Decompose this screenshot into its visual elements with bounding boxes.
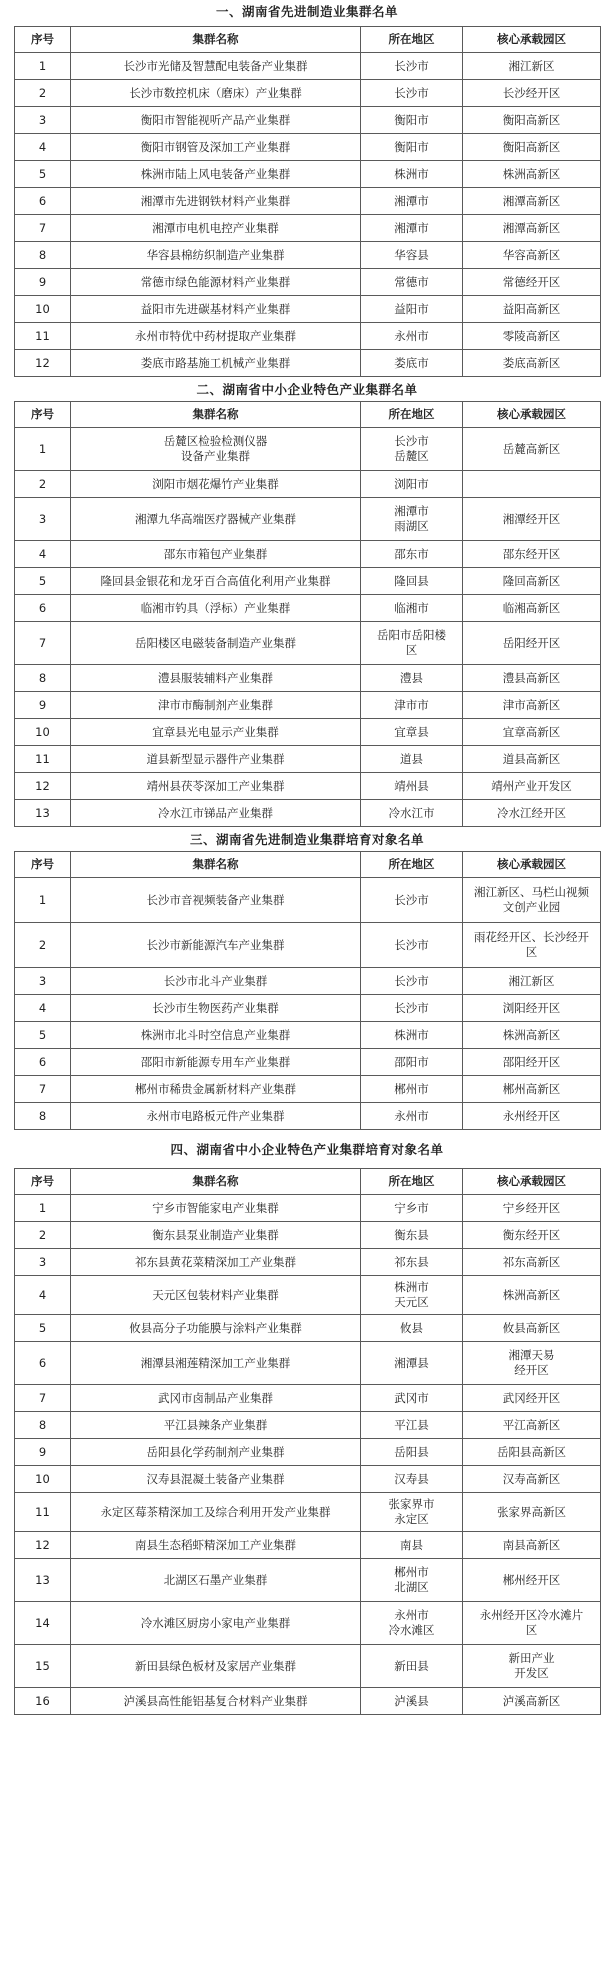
- table-row: [15, 1439, 601, 1466]
- cluster-name: 邵东市箱包产业集群: [71, 541, 361, 568]
- table-row: [15, 1688, 601, 1715]
- row-number: 4: [15, 541, 71, 568]
- cluster-name: 长沙市新能源汽车产业集群: [71, 923, 361, 968]
- row-number: 7: [15, 622, 71, 665]
- row-number: 8: [15, 242, 71, 269]
- row-number: 15: [15, 1645, 71, 1688]
- row-number: 10: [15, 296, 71, 323]
- header-no: 序号: [15, 402, 71, 428]
- park-name: 湘潭天易 经开区: [463, 1342, 601, 1385]
- cluster-name: 岳麓区检验检测仪器 设备产业集群: [71, 428, 361, 471]
- row-number: 1: [15, 53, 71, 80]
- park-name: 平江高新区: [463, 1412, 601, 1439]
- cluster-name: 湘潭九华高端医疗器械产业集群: [71, 498, 361, 541]
- row-number: 2: [15, 923, 71, 968]
- cluster-name: 南县生态稻虾精深加工产业集群: [71, 1532, 361, 1559]
- row-number: 8: [15, 1412, 71, 1439]
- row-number: 9: [15, 269, 71, 296]
- region-name: 衡阳市: [361, 107, 463, 134]
- cluster-name: 冷水滩区厨房小家电产业集群: [71, 1602, 361, 1645]
- region-name: 长沙市: [361, 53, 463, 80]
- header-region: 所在地区: [361, 1169, 463, 1195]
- region-name: 长沙市 岳麓区: [361, 428, 463, 471]
- park-name: 靖州产业开发区: [463, 773, 601, 800]
- section-4-title: 四、湖南省中小企业特色产业集群培育对象名单: [170, 1142, 444, 1157]
- cluster-name: 衡阳市钢管及深加工产业集群: [71, 134, 361, 161]
- document-page: [14, 4, 600, 1715]
- table-header-row: [15, 1169, 601, 1195]
- row-number: 2: [15, 1222, 71, 1249]
- region-name: 平江县: [361, 1412, 463, 1439]
- region-name: 宁乡市: [361, 1195, 463, 1222]
- table-row: [15, 541, 601, 568]
- header-park: 核心承载园区: [463, 27, 601, 53]
- park-name: 零陵高新区: [463, 323, 601, 350]
- park-name: 张家界高新区: [463, 1493, 601, 1532]
- cluster-name: 娄底市路基施工机械产业集群: [71, 350, 361, 377]
- header-name: 集群名称: [71, 1169, 361, 1195]
- region-name: 郴州市: [361, 1076, 463, 1103]
- region-name: 新田县: [361, 1645, 463, 1688]
- region-name: 攸县: [361, 1315, 463, 1342]
- park-name: 益阳高新区: [463, 296, 601, 323]
- region-name: 长沙市: [361, 878, 463, 923]
- table-row: [15, 1049, 601, 1076]
- region-name: 道县: [361, 746, 463, 773]
- park-name: 汉寿高新区: [463, 1466, 601, 1493]
- section-2-title: 二、湖南省中小企业特色产业集群名单: [196, 382, 418, 397]
- park-name: 新田产业 开发区: [463, 1645, 601, 1688]
- table-row: [15, 1559, 601, 1602]
- table-row: [15, 471, 601, 498]
- row-number: 1: [15, 878, 71, 923]
- section-2: [14, 377, 600, 827]
- section-4: [14, 1130, 600, 1715]
- row-number: 7: [15, 1076, 71, 1103]
- region-name: 湘潭市 雨湖区: [361, 498, 463, 541]
- row-number: 6: [15, 1049, 71, 1076]
- table-row: [15, 161, 601, 188]
- region-name: 湘潭市: [361, 188, 463, 215]
- table-row: [15, 350, 601, 377]
- table-row: [15, 746, 601, 773]
- table-row: [15, 1532, 601, 1559]
- table-row: [15, 323, 601, 350]
- header-no: 序号: [15, 1169, 71, 1195]
- table-row: [15, 923, 601, 968]
- region-name: 津市市: [361, 692, 463, 719]
- table-header-row: [15, 402, 601, 428]
- park-name: 湘江新区: [463, 968, 601, 995]
- cluster-name: 靖州县茯苓深加工产业集群: [71, 773, 361, 800]
- cluster-name: 隆回县金银花和龙牙百合高值化利用产业集群: [71, 568, 361, 595]
- header-region: 所在地区: [361, 402, 463, 428]
- row-number: 11: [15, 1493, 71, 1532]
- park-name: 岳阳经开区: [463, 622, 601, 665]
- row-number: 13: [15, 800, 71, 827]
- park-name: 武冈经开区: [463, 1385, 601, 1412]
- table-row: [15, 134, 601, 161]
- park-name: 株洲高新区: [463, 161, 601, 188]
- park-name: 郴州经开区: [463, 1559, 601, 1602]
- table-header-row: [15, 27, 601, 53]
- table-row: [15, 1412, 601, 1439]
- table-row: [15, 692, 601, 719]
- row-number: 2: [15, 80, 71, 107]
- header-region: 所在地区: [361, 852, 463, 878]
- row-number: 12: [15, 350, 71, 377]
- row-number: 7: [15, 1385, 71, 1412]
- row-number: 16: [15, 1688, 71, 1715]
- region-name: 武冈市: [361, 1385, 463, 1412]
- table-row: [15, 1315, 601, 1342]
- table-row: [15, 296, 601, 323]
- park-name: 邵阳经开区: [463, 1049, 601, 1076]
- header-park: 核心承载园区: [463, 402, 601, 428]
- cluster-name: 祁东县黄花菜精深加工产业集群: [71, 1249, 361, 1276]
- table-row: [15, 1493, 601, 1532]
- cluster-name: 长沙市生物医药产业集群: [71, 995, 361, 1022]
- table-row: [15, 1249, 601, 1276]
- row-number: 1: [15, 1195, 71, 1222]
- cluster-name: 常德市绿色能源材料产业集群: [71, 269, 361, 296]
- region-name: 隆回县: [361, 568, 463, 595]
- cluster-name: 宜章县光电显示产业集群: [71, 719, 361, 746]
- table-row: [15, 773, 601, 800]
- park-name: 永州经开区: [463, 1103, 601, 1130]
- cluster-name: 衡阳市智能视听产品产业集群: [71, 107, 361, 134]
- region-name: 宜章县: [361, 719, 463, 746]
- table-row: [15, 498, 601, 541]
- park-name: 浏阳经开区: [463, 995, 601, 1022]
- region-name: 临湘市: [361, 595, 463, 622]
- row-number: 2: [15, 471, 71, 498]
- cluster-name: 株洲市北斗时空信息产业集群: [71, 1022, 361, 1049]
- park-name: 株洲高新区: [463, 1022, 601, 1049]
- region-name: 株洲市 天元区: [361, 1276, 463, 1315]
- header-park: 核心承载园区: [463, 852, 601, 878]
- table-row: [15, 995, 601, 1022]
- cluster-name: 衡东县泵业制造产业集群: [71, 1222, 361, 1249]
- row-number: 9: [15, 1439, 71, 1466]
- table-row: [15, 800, 601, 827]
- table-row: [15, 1022, 601, 1049]
- cluster-name: 永定区莓茶精深加工及综合利用开发产业集群: [71, 1493, 361, 1532]
- park-name: 岳麓高新区: [463, 428, 601, 471]
- cluster-name: 临湘市钓具（浮标）产业集群: [71, 595, 361, 622]
- table-row: [15, 269, 601, 296]
- park-name: 南县高新区: [463, 1532, 601, 1559]
- table-row: [15, 1645, 601, 1688]
- region-name: 郴州市 北湖区: [361, 1559, 463, 1602]
- table-row: [15, 53, 601, 80]
- section-3-table: [14, 851, 601, 1130]
- row-number: 12: [15, 773, 71, 800]
- table-row: [15, 1342, 601, 1385]
- region-name: 永州市: [361, 1103, 463, 1130]
- cluster-name: 天元区包装材料产业集群: [71, 1276, 361, 1315]
- table-header-row: [15, 852, 601, 878]
- cluster-name: 邵阳市新能源专用车产业集群: [71, 1049, 361, 1076]
- park-name: 湘潭高新区: [463, 188, 601, 215]
- cluster-name: 郴州市稀贵金属新材料产业集群: [71, 1076, 361, 1103]
- region-name: 南县: [361, 1532, 463, 1559]
- region-name: 株洲市: [361, 1022, 463, 1049]
- park-name: 长沙经开区: [463, 80, 601, 107]
- park-name: 衡阳高新区: [463, 107, 601, 134]
- table-row: [15, 595, 601, 622]
- cluster-name: 宁乡市智能家电产业集群: [71, 1195, 361, 1222]
- row-number: 5: [15, 1315, 71, 1342]
- cluster-name: 湘潭县湘莲精深加工产业集群: [71, 1342, 361, 1385]
- region-name: 湘潭市: [361, 215, 463, 242]
- region-name: 长沙市: [361, 923, 463, 968]
- region-name: 娄底市: [361, 350, 463, 377]
- table-row: [15, 188, 601, 215]
- park-name: 岳阳县高新区: [463, 1439, 601, 1466]
- section-1: [14, 4, 600, 377]
- table-row: [15, 80, 601, 107]
- table-row: [15, 1602, 601, 1645]
- section-3: [14, 827, 600, 1130]
- table-row: [15, 1222, 601, 1249]
- region-name: 常德市: [361, 269, 463, 296]
- row-number: 11: [15, 323, 71, 350]
- table-row: [15, 665, 601, 692]
- park-name: 津市高新区: [463, 692, 601, 719]
- header-name: 集群名称: [71, 402, 361, 428]
- header-no: 序号: [15, 27, 71, 53]
- region-name: 湘潭县: [361, 1342, 463, 1385]
- cluster-name: 岳阳县化学药制剂产业集群: [71, 1439, 361, 1466]
- row-number: 8: [15, 1103, 71, 1130]
- table-row: [15, 622, 601, 665]
- section-3-rows: [15, 878, 601, 1130]
- park-name: 湘江新区、马栏山视频 文创产业园: [463, 878, 601, 923]
- region-name: 永州市: [361, 323, 463, 350]
- region-name: 靖州县: [361, 773, 463, 800]
- region-name: 岳阳县: [361, 1439, 463, 1466]
- region-name: 长沙市: [361, 995, 463, 1022]
- region-name: 益阳市: [361, 296, 463, 323]
- park-name: 湘潭经开区: [463, 498, 601, 541]
- table-row: [15, 242, 601, 269]
- park-name: 攸县高新区: [463, 1315, 601, 1342]
- row-number: 10: [15, 719, 71, 746]
- table-row: [15, 568, 601, 595]
- region-name: 长沙市: [361, 968, 463, 995]
- row-number: 13: [15, 1559, 71, 1602]
- row-number: 9: [15, 692, 71, 719]
- row-number: 3: [15, 498, 71, 541]
- region-name: 永州市 冷水滩区: [361, 1602, 463, 1645]
- cluster-name: 道县新型显示器件产业集群: [71, 746, 361, 773]
- cluster-name: 永州市特优中药材提取产业集群: [71, 323, 361, 350]
- region-name: 华容县: [361, 242, 463, 269]
- park-name: [463, 471, 601, 498]
- table-row: [15, 878, 601, 923]
- region-name: 邵阳市: [361, 1049, 463, 1076]
- header-region: 所在地区: [361, 27, 463, 53]
- park-name: 道县高新区: [463, 746, 601, 773]
- row-number: 1: [15, 428, 71, 471]
- cluster-name: 长沙市光储及智慧配电装备产业集群: [71, 53, 361, 80]
- row-number: 3: [15, 107, 71, 134]
- cluster-name: 株洲市陆上风电装备产业集群: [71, 161, 361, 188]
- row-number: 4: [15, 995, 71, 1022]
- region-name: 冷水江市: [361, 800, 463, 827]
- cluster-name: 新田县绿色板材及家居产业集群: [71, 1645, 361, 1688]
- header-park: 核心承载园区: [463, 1169, 601, 1195]
- section-1-title: 一、湖南省先进制造业集群名单: [215, 4, 398, 19]
- row-number: 6: [15, 1342, 71, 1385]
- park-name: 祁东高新区: [463, 1249, 601, 1276]
- region-name: 澧县: [361, 665, 463, 692]
- park-name: 郴州高新区: [463, 1076, 601, 1103]
- header-name: 集群名称: [71, 852, 361, 878]
- row-number: 7: [15, 215, 71, 242]
- park-name: 雨花经开区、长沙经开 区: [463, 923, 601, 968]
- park-name: 泸溪高新区: [463, 1688, 601, 1715]
- row-number: 10: [15, 1466, 71, 1493]
- park-name: 湘江新区: [463, 53, 601, 80]
- section-1-rows: [15, 53, 601, 377]
- row-number: 11: [15, 746, 71, 773]
- row-number: 4: [15, 1276, 71, 1315]
- cluster-name: 永州市电路板元件产业集群: [71, 1103, 361, 1130]
- region-name: 岳阳市岳阳楼 区: [361, 622, 463, 665]
- park-name: 临湘高新区: [463, 595, 601, 622]
- cluster-name: 湘潭市电机电控产业集群: [71, 215, 361, 242]
- cluster-name: 益阳市先进碳基材料产业集群: [71, 296, 361, 323]
- row-number: 3: [15, 968, 71, 995]
- table-row: [15, 428, 601, 471]
- table-row: [15, 215, 601, 242]
- cluster-name: 湘潭市先进钢铁材料产业集群: [71, 188, 361, 215]
- cluster-name: 华容县棉纺织制造产业集群: [71, 242, 361, 269]
- cluster-name: 武冈市卤制品产业集群: [71, 1385, 361, 1412]
- table-row: [15, 1076, 601, 1103]
- cluster-name: 汉寿县混凝土装备产业集群: [71, 1466, 361, 1493]
- park-name: 宁乡经开区: [463, 1195, 601, 1222]
- park-name: 衡阳高新区: [463, 134, 601, 161]
- park-name: 冷水江经开区: [463, 800, 601, 827]
- section-4-rows: [15, 1195, 601, 1715]
- row-number: 8: [15, 665, 71, 692]
- section-3-title: 三、湖南省先进制造业集群培育对象名单: [189, 832, 424, 847]
- section-1-table: [14, 26, 601, 377]
- region-name: 汉寿县: [361, 1466, 463, 1493]
- table-row: [15, 968, 601, 995]
- region-name: 衡阳市: [361, 134, 463, 161]
- park-name: 邵东经开区: [463, 541, 601, 568]
- cluster-name: 岳阳楼区电磁装备制造产业集群: [71, 622, 361, 665]
- park-name: 隆回高新区: [463, 568, 601, 595]
- table-row: [15, 719, 601, 746]
- park-name: 永州经开区冷水滩片 区: [463, 1602, 601, 1645]
- table-row: [15, 1385, 601, 1412]
- row-number: 5: [15, 161, 71, 188]
- row-number: 6: [15, 188, 71, 215]
- row-number: 12: [15, 1532, 71, 1559]
- region-name: 衡东县: [361, 1222, 463, 1249]
- region-name: 邵东市: [361, 541, 463, 568]
- row-number: 3: [15, 1249, 71, 1276]
- cluster-name: 长沙市音视频装备产业集群: [71, 878, 361, 923]
- park-name: 娄底高新区: [463, 350, 601, 377]
- park-name: 湘潭高新区: [463, 215, 601, 242]
- park-name: 宜章高新区: [463, 719, 601, 746]
- row-number: 4: [15, 134, 71, 161]
- section-2-table: [14, 401, 601, 827]
- region-name: 祁东县: [361, 1249, 463, 1276]
- cluster-name: 平江县辣条产业集群: [71, 1412, 361, 1439]
- row-number: 5: [15, 568, 71, 595]
- section-2-rows: [15, 428, 601, 827]
- cluster-name: 澧县服装辅料产业集群: [71, 665, 361, 692]
- table-row: [15, 1195, 601, 1222]
- cluster-name: 攸县高分子功能膜与涂料产业集群: [71, 1315, 361, 1342]
- table-row: [15, 107, 601, 134]
- cluster-name: 长沙市数控机床（磨床）产业集群: [71, 80, 361, 107]
- park-name: 株洲高新区: [463, 1276, 601, 1315]
- park-name: 常德经开区: [463, 269, 601, 296]
- table-row: [15, 1466, 601, 1493]
- cluster-name: 泸溪县高性能铝基复合材料产业集群: [71, 1688, 361, 1715]
- table-row: [15, 1103, 601, 1130]
- park-name: 澧县高新区: [463, 665, 601, 692]
- region-name: 张家界市 永定区: [361, 1493, 463, 1532]
- table-row: [15, 1276, 601, 1315]
- header-name: 集群名称: [71, 27, 361, 53]
- park-name: 衡东经开区: [463, 1222, 601, 1249]
- cluster-name: 冷水江市锑品产业集群: [71, 800, 361, 827]
- region-name: 泸溪县: [361, 1688, 463, 1715]
- park-name: 华容高新区: [463, 242, 601, 269]
- cluster-name: 浏阳市烟花爆竹产业集群: [71, 471, 361, 498]
- cluster-name: 北湖区石墨产业集群: [71, 1559, 361, 1602]
- cluster-name: 长沙市北斗产业集群: [71, 968, 361, 995]
- row-number: 14: [15, 1602, 71, 1645]
- row-number: 6: [15, 595, 71, 622]
- header-no: 序号: [15, 852, 71, 878]
- section-4-table: [14, 1168, 601, 1715]
- cluster-name: 津市市酶制剂产业集群: [71, 692, 361, 719]
- region-name: 浏阳市: [361, 471, 463, 498]
- row-number: 5: [15, 1022, 71, 1049]
- region-name: 长沙市: [361, 80, 463, 107]
- region-name: 株洲市: [361, 161, 463, 188]
